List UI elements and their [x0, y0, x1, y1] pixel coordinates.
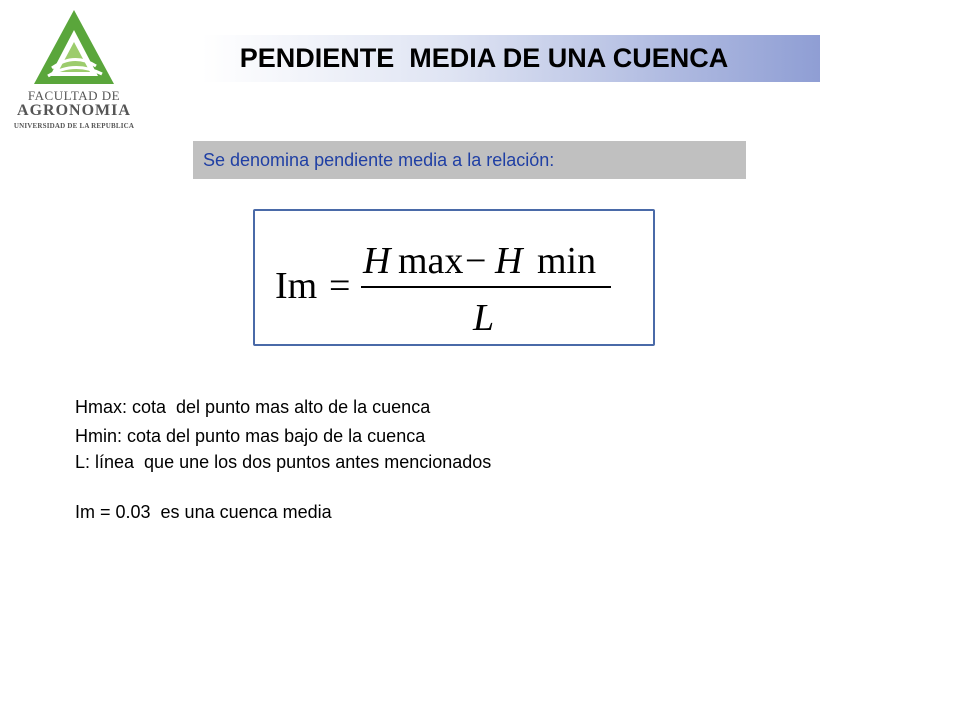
definition-l: L: línea que une los dos puntos antes mencionados: [75, 452, 492, 472]
definition-hmin: Hmin: cota del punto mas bajo de la cuenca: [75, 426, 426, 446]
definition-hmax: Hmax: cota del punto mas alto de la cuenca: [75, 397, 431, 417]
formula-min-label: min: [537, 240, 597, 282]
definition-banner: [193, 141, 746, 179]
logo-line-university: UNIVERSIDAD DE LA REPUBLICA: [13, 122, 135, 130]
logo-line-agronomia: AGRONOMIA: [17, 102, 131, 119]
formula-h-max-variable: H: [363, 240, 391, 282]
formula-denominator: L: [473, 297, 495, 339]
formula-box: [253, 209, 655, 346]
title-banner: [148, 35, 820, 82]
result-text: Im = 0.03 es una cuenca media: [75, 502, 332, 522]
agronomia-logo-icon: [32, 8, 116, 86]
formula-lhs: Im: [275, 265, 318, 307]
formula-minus: −: [465, 240, 487, 282]
faculty-logo: [10, 8, 138, 134]
formula-equals: =: [329, 265, 351, 307]
formula-h-min-variable: H: [495, 240, 523, 282]
page-title: PENDIENTE MEDIA DE UNA CUENCA: [239, 43, 729, 73]
formula-max-label: max: [398, 240, 464, 282]
formula: [255, 211, 653, 344]
logo-line-faculty: FACULTAD DE: [27, 88, 121, 103]
definition-intro-text: Se denomina pendiente media a la relación:: [203, 150, 555, 170]
